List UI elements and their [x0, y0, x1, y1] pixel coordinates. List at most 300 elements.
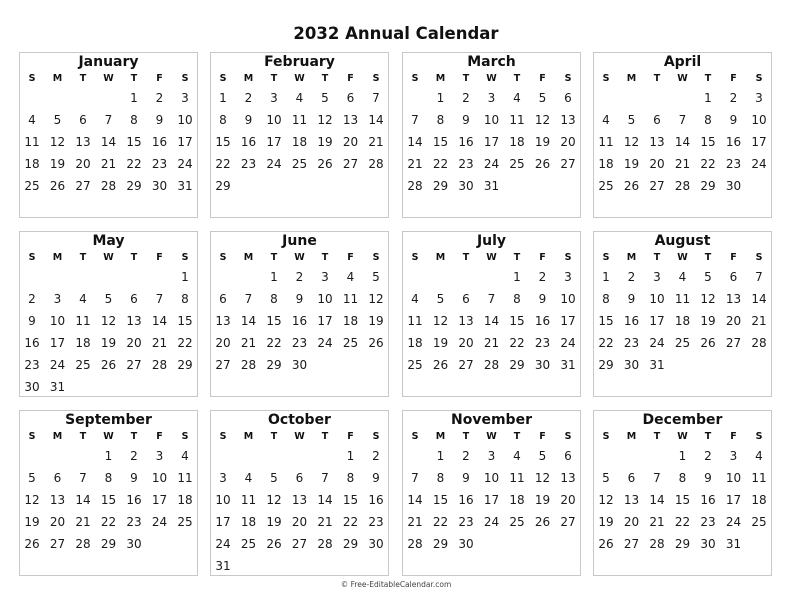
day-cell: 13: [215, 314, 231, 328]
day-cell: 20: [560, 135, 576, 149]
day-cell: 28: [649, 537, 665, 551]
day-cell: 16: [458, 135, 474, 149]
day-cell: 14: [407, 135, 423, 149]
month-december: [593, 410, 772, 576]
weekday-header: S: [411, 73, 419, 84]
day-cell: 21: [75, 515, 91, 529]
day-cell: 4: [181, 449, 189, 463]
day-cell: 16: [534, 314, 551, 328]
weekday-header: S: [411, 431, 419, 442]
day-cell: 5: [53, 113, 62, 127]
day-cell: 14: [674, 135, 691, 149]
day-cell: 5: [104, 292, 113, 306]
day-cell: 2: [28, 292, 36, 306]
day-cell: 28: [483, 358, 500, 372]
day-cell: 12: [623, 135, 640, 149]
day-cell: 18: [509, 493, 525, 507]
month-january: [19, 52, 198, 218]
day-cell: 20: [342, 135, 359, 149]
day-cell: 20: [623, 515, 640, 529]
day-cell: 26: [432, 358, 449, 372]
day-cell: 18: [24, 157, 40, 171]
day-cell: 20: [458, 336, 474, 350]
day-cell: 28: [75, 537, 91, 551]
day-cell: 18: [674, 314, 691, 328]
day-cell: 31: [649, 358, 665, 372]
weekday-header: T: [653, 252, 661, 263]
day-cell: 8: [181, 292, 189, 306]
day-cell: 20: [75, 157, 91, 171]
day-cell: 18: [177, 493, 193, 507]
day-cell: 17: [317, 314, 333, 328]
day-cell: 11: [509, 471, 525, 485]
weekday-header: T: [704, 252, 712, 263]
day-cell: 15: [598, 314, 614, 328]
day-cell: 17: [725, 493, 742, 507]
day-cell: 14: [751, 292, 767, 306]
day-cell: 25: [177, 515, 193, 529]
day-cell: 10: [215, 493, 231, 507]
day-cell: 21: [751, 314, 767, 328]
day-cell: 13: [623, 493, 640, 507]
day-cell: 22: [432, 515, 449, 529]
day-cell: 4: [295, 91, 304, 105]
weekday-header: M: [435, 431, 446, 442]
day-cell: 30: [126, 537, 142, 551]
day-cell: 4: [411, 292, 419, 306]
day-cell: 26: [49, 179, 66, 193]
day-cell: 11: [598, 135, 614, 149]
day-cell: 16: [24, 336, 40, 350]
day-cell: 31: [483, 179, 500, 193]
day-cell: 27: [126, 358, 142, 372]
day-cell: 13: [560, 471, 576, 485]
day-cell: 12: [49, 135, 66, 149]
day-cell: 15: [177, 314, 193, 328]
day-cell: 29: [432, 537, 449, 551]
day-cell: 24: [215, 537, 231, 551]
day-cell: 11: [291, 113, 308, 127]
day-cell: 12: [534, 471, 551, 485]
day-cell: 10: [751, 113, 767, 127]
day-cell: 29: [266, 358, 282, 372]
day-cell: 16: [126, 493, 142, 507]
day-cell: 24: [266, 157, 282, 171]
day-cell: 1: [346, 449, 355, 463]
day-cell: 1: [602, 270, 610, 284]
weekday-header: T: [704, 73, 712, 84]
weekday-header: W: [103, 73, 114, 84]
day-cell: 30: [700, 537, 716, 551]
weekday-header: M: [435, 252, 446, 263]
day-cell: 19: [623, 157, 640, 171]
day-cell: 24: [560, 336, 576, 350]
day-cell: 17: [751, 135, 767, 149]
day-cell: 4: [602, 113, 610, 127]
day-cell: 15: [342, 493, 359, 507]
day-cell: 8: [436, 471, 445, 485]
weekday-header: W: [677, 73, 688, 84]
day-cell: 13: [458, 314, 474, 328]
day-cell: 28: [407, 537, 423, 551]
day-cell: 1: [181, 270, 189, 284]
weekday-header: S: [602, 73, 610, 84]
day-cell: 15: [509, 314, 525, 328]
day-cell: 16: [623, 314, 640, 328]
day-cell: 13: [75, 135, 91, 149]
month-march: [402, 52, 581, 218]
weekday-header: W: [486, 73, 497, 84]
weekday-header: S: [372, 252, 380, 263]
day-cell: 22: [266, 336, 282, 350]
day-cell: 4: [678, 270, 687, 284]
month-october: [210, 410, 389, 576]
day-cell: 15: [215, 135, 231, 149]
day-cell: 5: [372, 270, 380, 284]
day-cell: 30: [458, 179, 474, 193]
weekday-header: T: [270, 73, 278, 84]
day-cell: 16: [240, 135, 257, 149]
day-cell: 10: [266, 113, 282, 127]
day-cell: 23: [458, 515, 474, 529]
day-cell: 6: [627, 471, 636, 485]
weekday-header: S: [372, 73, 380, 84]
day-cell: 7: [411, 471, 419, 485]
day-cell: 8: [270, 292, 278, 306]
weekday-header: M: [626, 73, 637, 84]
day-cell: 25: [75, 358, 91, 372]
day-cell: 10: [483, 471, 500, 485]
weekday-header: S: [181, 252, 189, 263]
day-cell: 14: [100, 135, 117, 149]
day-cell: 10: [177, 113, 193, 127]
day-cell: 17: [215, 515, 231, 529]
month-february: [210, 52, 389, 218]
day-cell: 3: [729, 449, 738, 463]
day-cell: 1: [130, 91, 138, 105]
day-cell: 6: [53, 471, 62, 485]
day-cell: 4: [346, 270, 355, 284]
day-cell: 19: [368, 314, 384, 328]
weekday-header: T: [653, 73, 661, 84]
day-cell: 12: [432, 314, 449, 328]
day-cell: 2: [295, 270, 304, 284]
day-cell: 1: [270, 270, 278, 284]
day-cell: 3: [653, 270, 661, 284]
day-cell: 14: [240, 314, 257, 328]
day-cell: 21: [407, 157, 423, 171]
weekday-header: M: [626, 252, 637, 263]
day-cell: 24: [649, 336, 665, 350]
day-cell: 27: [623, 537, 640, 551]
day-cell: 26: [24, 537, 40, 551]
day-cell: 29: [100, 537, 117, 551]
day-cell: 14: [317, 493, 333, 507]
day-cell: 12: [598, 493, 614, 507]
weekday-header: T: [130, 431, 138, 442]
day-cell: 5: [627, 113, 636, 127]
day-cell: 8: [219, 113, 227, 127]
day-cell: 11: [240, 493, 257, 507]
day-cell: 25: [598, 179, 614, 193]
day-cell: 18: [342, 314, 359, 328]
day-cell: 9: [462, 471, 470, 485]
day-cell: 7: [372, 91, 380, 105]
day-cell: 3: [270, 91, 278, 105]
day-cell: 27: [560, 157, 576, 171]
day-cell: 9: [627, 292, 636, 306]
day-cell: 15: [126, 135, 142, 149]
day-cell: 22: [509, 336, 525, 350]
month-june: [210, 231, 389, 397]
month-name: December: [642, 412, 723, 428]
day-cell: 5: [270, 471, 278, 485]
month-name: February: [264, 54, 335, 70]
day-cell: 13: [725, 292, 742, 306]
day-cell: 9: [295, 292, 304, 306]
day-cell: 8: [678, 471, 687, 485]
month-may: [19, 231, 198, 397]
day-cell: 2: [462, 449, 470, 463]
day-cell: 19: [100, 336, 117, 350]
month-name: January: [78, 54, 139, 70]
day-cell: 23: [700, 515, 716, 529]
weekday-header: S: [219, 73, 227, 84]
day-cell: 4: [79, 292, 87, 306]
day-cell: 17: [151, 493, 168, 507]
day-cell: 25: [24, 179, 40, 193]
weekday-header: F: [347, 252, 354, 263]
weekday-header: W: [294, 73, 305, 84]
weekday-header: S: [564, 431, 572, 442]
day-cell: 31: [49, 380, 66, 394]
day-cell: 6: [130, 292, 138, 306]
day-cell: 29: [674, 537, 691, 551]
day-cell: 3: [487, 91, 496, 105]
day-cell: 23: [126, 515, 142, 529]
day-cell: 1: [513, 270, 521, 284]
day-cell: 22: [100, 515, 117, 529]
weekday-header: S: [602, 252, 610, 263]
weekday-header: S: [372, 431, 380, 442]
day-cell: 5: [436, 292, 445, 306]
day-cell: 23: [725, 157, 742, 171]
day-cell: 14: [407, 493, 423, 507]
weekday-header: S: [564, 73, 572, 84]
day-cell: 7: [155, 292, 164, 306]
day-cell: 24: [177, 157, 193, 171]
day-cell: 17: [177, 135, 193, 149]
weekday-header: T: [79, 431, 87, 442]
day-cell: 26: [266, 537, 282, 551]
day-cell: 16: [151, 135, 168, 149]
day-cell: 20: [49, 515, 66, 529]
day-cell: 9: [704, 471, 712, 485]
day-cell: 13: [291, 493, 308, 507]
day-cell: 22: [177, 336, 193, 350]
day-cell: 24: [483, 515, 500, 529]
weekday-header: W: [486, 431, 497, 442]
weekday-header: S: [755, 431, 763, 442]
day-cell: 23: [534, 336, 551, 350]
day-cell: 29: [177, 358, 193, 372]
day-cell: 25: [291, 157, 308, 171]
day-cell: 30: [534, 358, 551, 372]
month-name: September: [65, 412, 152, 428]
day-cell: 27: [342, 157, 359, 171]
day-cell: 19: [432, 336, 449, 350]
weekday-header: T: [513, 252, 521, 263]
day-cell: 6: [729, 270, 738, 284]
day-cell: 30: [151, 179, 168, 193]
day-cell: 23: [151, 157, 168, 171]
month-name: June: [282, 233, 317, 249]
weekday-header: F: [156, 252, 163, 263]
day-cell: 2: [372, 449, 380, 463]
day-cell: 7: [104, 113, 113, 127]
day-cell: 6: [564, 91, 572, 105]
weekday-header: M: [243, 252, 254, 263]
day-cell: 4: [244, 471, 253, 485]
weekday-header: T: [513, 431, 521, 442]
day-cell: 12: [368, 292, 384, 306]
day-cell: 14: [151, 314, 168, 328]
day-cell: 30: [291, 358, 308, 372]
day-cell: 8: [130, 113, 138, 127]
day-cell: 13: [49, 493, 66, 507]
weekday-header: M: [52, 73, 63, 84]
day-cell: 10: [725, 471, 742, 485]
day-cell: 29: [700, 179, 716, 193]
day-cell: 23: [240, 157, 257, 171]
day-cell: 11: [751, 471, 767, 485]
month-september: [19, 410, 198, 576]
day-cell: 14: [368, 113, 384, 127]
day-cell: 27: [291, 537, 308, 551]
day-cell: 16: [700, 493, 716, 507]
day-cell: 13: [560, 113, 576, 127]
day-cell: 31: [177, 179, 193, 193]
day-cell: 8: [513, 292, 521, 306]
month-name: July: [476, 233, 507, 249]
day-cell: 5: [538, 449, 547, 463]
day-cell: 7: [79, 471, 87, 485]
day-cell: 8: [704, 113, 712, 127]
day-cell: 21: [483, 336, 500, 350]
day-cell: 31: [215, 559, 231, 573]
day-cell: 8: [436, 113, 445, 127]
day-cell: 2: [704, 449, 712, 463]
day-cell: 7: [755, 270, 763, 284]
day-cell: 3: [181, 91, 189, 105]
day-cell: 13: [342, 113, 359, 127]
weekday-header: W: [294, 431, 305, 442]
day-cell: 19: [534, 135, 551, 149]
day-cell: 24: [751, 157, 767, 171]
day-cell: 6: [79, 113, 87, 127]
day-cell: 16: [458, 493, 474, 507]
weekday-header: T: [270, 252, 278, 263]
day-cell: 1: [219, 91, 227, 105]
day-cell: 10: [483, 113, 500, 127]
day-cell: 12: [534, 113, 551, 127]
weekday-header: M: [52, 431, 63, 442]
weekday-header: T: [130, 252, 138, 263]
day-cell: 29: [126, 179, 142, 193]
day-cell: 22: [700, 157, 716, 171]
day-cell: 26: [317, 157, 333, 171]
day-cell: 18: [751, 493, 767, 507]
day-cell: 20: [215, 336, 231, 350]
weekday-header: M: [626, 431, 637, 442]
weekday-header: F: [539, 252, 546, 263]
weekday-header: W: [294, 252, 305, 263]
day-cell: 4: [755, 449, 763, 463]
day-cell: 7: [321, 471, 329, 485]
day-cell: 4: [28, 113, 36, 127]
day-cell: 29: [342, 537, 359, 551]
day-cell: 3: [755, 91, 763, 105]
month-august: [593, 231, 772, 397]
weekday-header: M: [243, 73, 254, 84]
day-cell: 1: [104, 449, 113, 463]
weekday-header: M: [435, 73, 446, 84]
day-cell: 27: [458, 358, 474, 372]
weekday-header: T: [513, 73, 521, 84]
day-cell: 27: [215, 358, 231, 372]
day-cell: 1: [678, 449, 687, 463]
day-cell: 18: [598, 157, 614, 171]
weekday-header: S: [219, 431, 227, 442]
day-cell: 11: [24, 135, 40, 149]
day-cell: 15: [700, 135, 716, 149]
day-cell: 13: [649, 135, 665, 149]
day-cell: 17: [483, 493, 500, 507]
day-cell: 21: [674, 157, 691, 171]
day-cell: 26: [368, 336, 384, 350]
day-cell: 12: [700, 292, 716, 306]
day-cell: 30: [623, 358, 640, 372]
weekday-header: S: [411, 252, 419, 263]
day-cell: 9: [130, 471, 138, 485]
day-cell: 7: [411, 113, 419, 127]
day-cell: 16: [368, 493, 384, 507]
day-cell: 24: [317, 336, 333, 350]
day-cell: 2: [538, 270, 547, 284]
month-name: August: [654, 233, 711, 249]
day-cell: 9: [28, 314, 36, 328]
month-name: April: [663, 54, 702, 70]
day-cell: 1: [704, 91, 712, 105]
day-cell: 17: [649, 314, 665, 328]
day-cell: 1: [436, 91, 445, 105]
day-cell: 12: [100, 314, 117, 328]
day-cell: 30: [24, 380, 40, 394]
day-cell: 11: [509, 113, 525, 127]
day-cell: 20: [649, 157, 665, 171]
day-cell: 10: [560, 292, 576, 306]
day-cell: 15: [674, 493, 691, 507]
day-cell: 2: [130, 449, 138, 463]
day-cell: 20: [725, 314, 742, 328]
day-cell: 27: [649, 179, 665, 193]
day-cell: 21: [151, 336, 168, 350]
day-cell: 21: [317, 515, 333, 529]
day-cell: 26: [598, 537, 614, 551]
day-cell: 28: [751, 336, 767, 350]
weekday-header: T: [79, 252, 87, 263]
day-cell: 25: [509, 515, 525, 529]
